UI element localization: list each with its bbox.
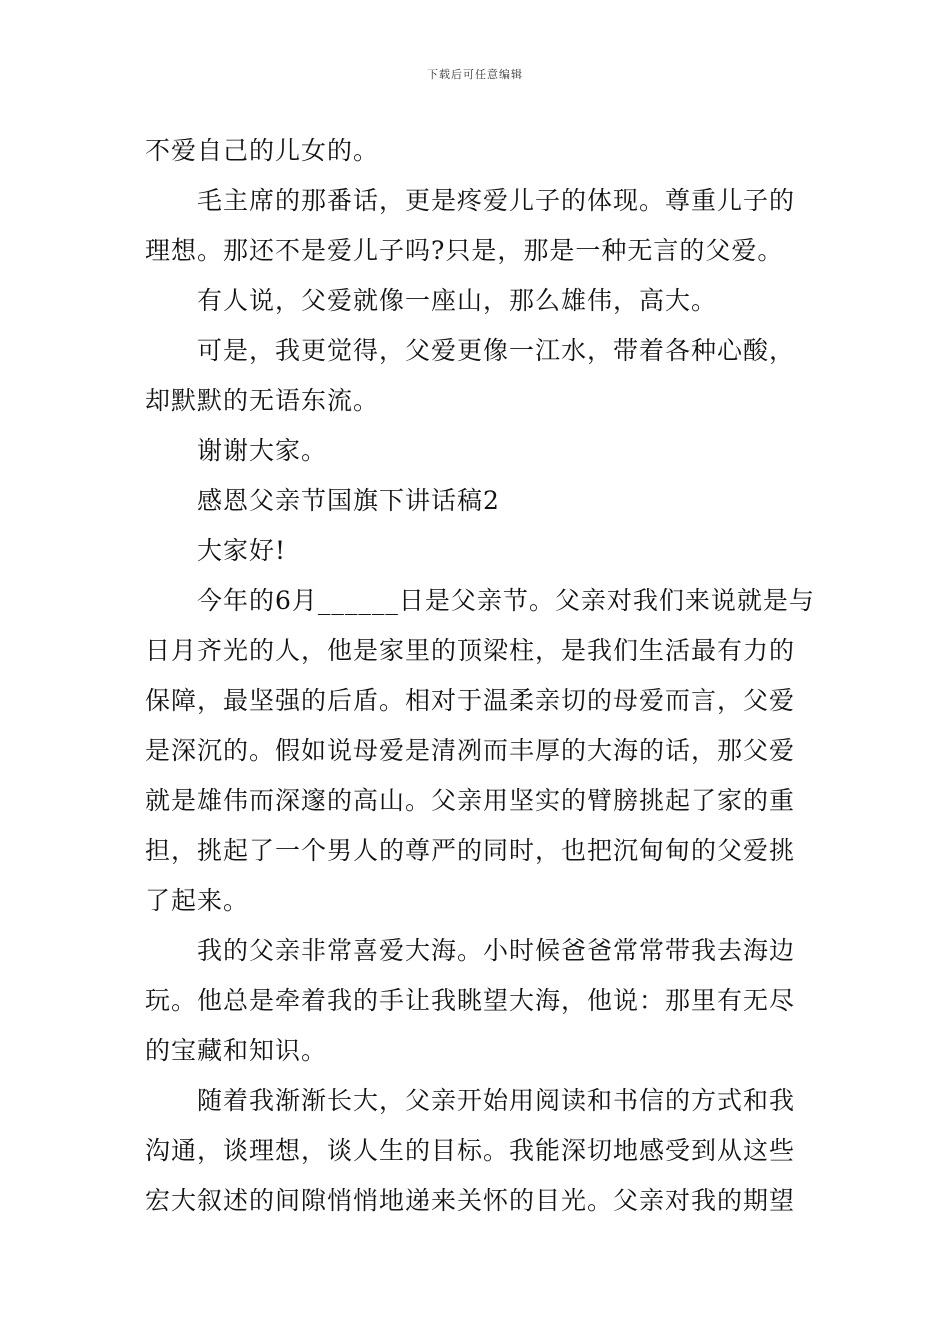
text-line: 保障，最坚强的后盾。相对于温柔亲切的母爱而言，父爱 [145,686,796,715]
document-body [145,126,815,1226]
text-line: 今年的6月______日是父亲节。父亲对我们来说就是与 [197,586,815,615]
text-line: 不爱自己的儿女的。 [145,136,380,165]
text-line: 日月齐光的人，他是家里的顶梁柱，是我们生活最有力的 [145,636,796,665]
text-line: 的宝藏和知识。 [145,1036,328,1065]
text-line: 是深沉的。假如说母爱是清冽而丰厚的大海的话，那父爱 [145,736,796,765]
text-line: 宏大叙述的间隙悄悄地递来关怀的目光。父亲对我的期望 [145,1186,796,1215]
header-note: 下载后可任意编辑 [427,68,523,81]
text-line: 就是雄伟而深邃的高山。父亲用坚实的臂膀挑起了家的重 [145,786,796,815]
text-line: 担，挑起了一个男人的尊严的同时，也把沉甸甸的父爱挑 [145,836,796,865]
text-line: 却默默的无语东流。 [145,386,380,415]
text-line: 感恩父亲节国旗下讲话稿2 [197,486,500,515]
text-line: 玩。他总是牵着我的手让我眺望大海，他说：那里有无尽 [145,986,796,1015]
text-line: 了起来。 [145,886,250,915]
text-line: 大家好! [197,536,287,565]
text-line: 有人说，父爱就像一座山，那么雄伟，高大。 [197,286,718,315]
text-line: 沟通，谈理想，谈人生的目标。我能深切地感受到从这些 [145,1136,796,1165]
text-line: 毛主席的那番话，更是疼爱儿子的体现。尊重儿子的 [197,186,796,215]
text-line: 理想。那还不是爱儿子吗?只是，那是一种无言的父爱。 [145,236,784,265]
text-line: 我的父亲非常喜爱大海。小时候爸爸常常带我去海边 [197,936,796,965]
text-line: 谢谢大家。 [197,436,328,465]
text-line: 可是，我更觉得，父爱更像一江水，带着各种心酸， [197,336,796,365]
text-line: 随着我渐渐长大，父亲开始用阅读和书信的方式和我 [197,1086,796,1115]
